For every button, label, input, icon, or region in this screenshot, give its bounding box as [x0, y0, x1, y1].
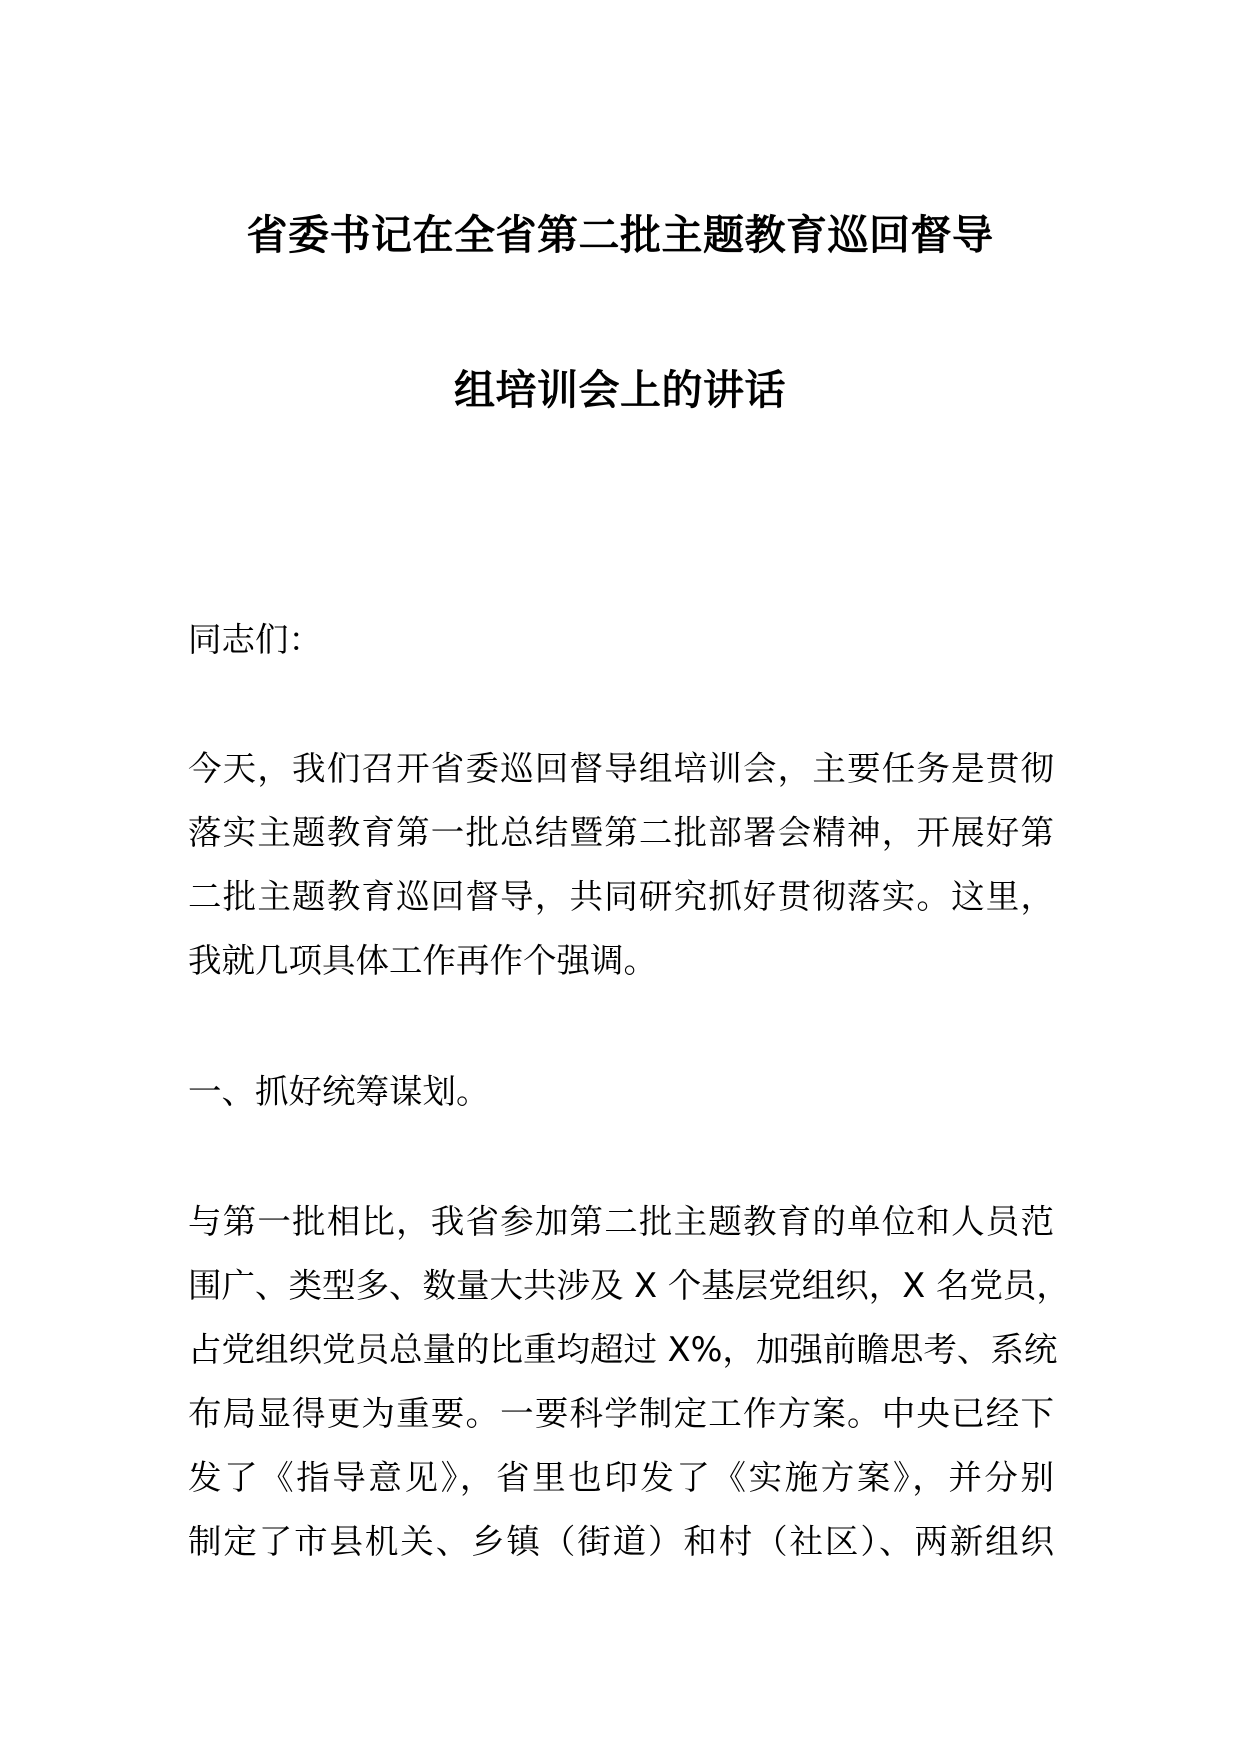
section-heading-text: 一、抓好统筹谋划。 — [188, 1072, 490, 1111]
paragraph-line: 布局显得更为重要。一要科学制定工作方案。中央已经下 — [188, 1394, 1054, 1433]
paragraph-line: 围广、类型多、数量大共涉及 X 个基层党组织，X 名党员， — [188, 1266, 1070, 1305]
document-title-line-1: 省委书记在全省第二批主题教育巡回督导 — [246, 211, 994, 259]
paragraph-line: 与第一批相比，我省参加第二批主题教育的单位和人员范 — [188, 1202, 1054, 1241]
paragraph-1 — [188, 737, 1054, 993]
paragraph-line: 发了《指导意见》，省里也印发了《实施方案》，并分别 — [188, 1458, 1054, 1497]
salutation-text: 同志们： — [188, 620, 322, 659]
paragraph-line: 落实主题教育第一批总结暨第二批部署会精神，开展好第 — [188, 813, 1054, 852]
paragraph-line: 制定了市县机关、乡镇（街道）和村（社区）、两新组织 — [188, 1522, 1054, 1561]
paragraph-line: 我就几项具体工作再作个强调。 — [188, 941, 657, 980]
paragraph-line: 今天，我们召开省委巡回督导组培训会，主要任务是贯彻 — [188, 749, 1054, 788]
paragraph-line: 二批主题教育巡回督导，共同研究抓好贯彻落实。这里， — [188, 877, 1054, 916]
paragraph-2 — [188, 1190, 1070, 1574]
paragraph-line: 占党组织党员总量的比重均超过 X%，加强前瞻思考、系统 — [188, 1330, 1058, 1369]
salutation — [188, 608, 1054, 672]
section-heading-1 — [188, 1060, 1054, 1124]
document-title-line-2: 组培训会上的讲话 — [454, 366, 786, 414]
